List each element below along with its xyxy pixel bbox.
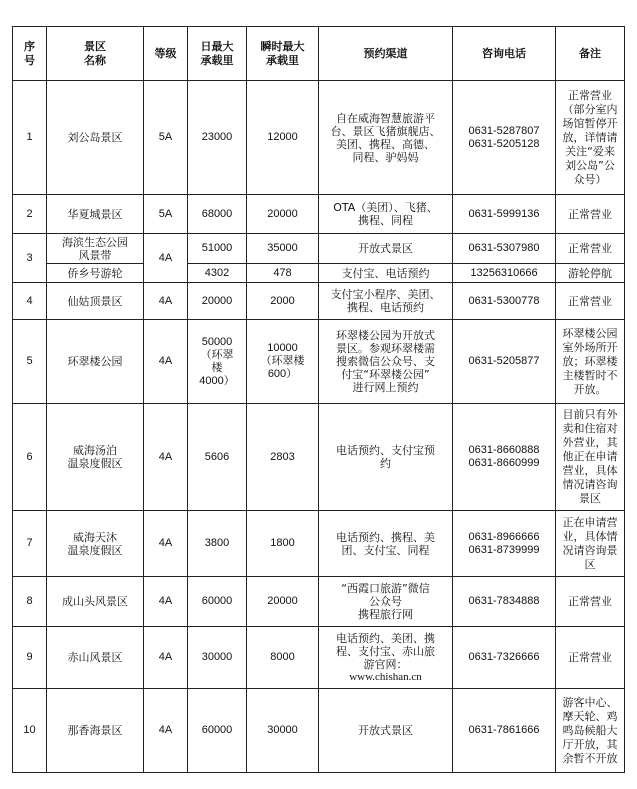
- cell-grade: 5A: [144, 81, 188, 195]
- booking-url[interactable]: www.chishan.cn: [349, 670, 422, 683]
- table-row: [13, 511, 625, 577]
- header-seq: 序 号: [13, 27, 47, 81]
- header-phone: 咨询电话: [453, 27, 556, 81]
- cell-instant: 2000: [247, 283, 319, 320]
- cell-note: 正常营业: [556, 627, 625, 689]
- cell-seq: 4: [13, 283, 47, 320]
- cell-name: 威海汤泊 温泉度假区: [47, 404, 144, 511]
- cell-booking: 支付宝小程序、美团、 携程、电话预约: [319, 283, 453, 320]
- table-row: [13, 320, 625, 404]
- cell-seq: 5: [13, 320, 47, 404]
- cell-note: 正在申请营 业，具体情 况请咨询景 区: [556, 511, 625, 577]
- cell-grade: 4A: [144, 689, 188, 773]
- cell-phone: 0631-5287807 0631-5205128: [453, 81, 556, 195]
- cell-booking: 支付宝、电话预约: [319, 264, 453, 283]
- cell-note: 正常营业: [556, 234, 625, 264]
- cell-note: 正常营业: [556, 283, 625, 320]
- cell-seq: 7: [13, 511, 47, 577]
- cell-note: 环翠楼公园 室外场所开 放；环翠楼 主楼暂时不 开放。: [556, 320, 625, 404]
- cell-phone: 13256310666: [453, 264, 556, 283]
- cell-booking: 开放式景区: [319, 234, 453, 264]
- cell-booking: 电话预约、携程、美 团、支付宝、同程: [319, 511, 453, 577]
- cell-seq: 2: [13, 195, 47, 234]
- cell-booking: 自在威海智慧旅游平 台、景区飞猪旗舰店、 美团、携程、高德、 同程、驴妈妈: [319, 81, 453, 195]
- cell-daily: 23000: [188, 81, 247, 195]
- cell-name: 赤山风景区: [47, 627, 144, 689]
- cell-seq: 10: [13, 689, 47, 773]
- cell-instant: 1800: [247, 511, 319, 577]
- table-row: [13, 195, 625, 234]
- table-row: [13, 577, 625, 627]
- cell-note: 游客中心、 摩天轮、鸡 鸣岛候船大 厅开放，其 余暂不开放: [556, 689, 625, 773]
- cell-booking: 电话预约、支付宝预 约: [319, 404, 453, 511]
- cell-phone: 0631-8660888 0631-8660999: [453, 404, 556, 511]
- cell-name: 威海天沐 温泉度假区: [47, 511, 144, 577]
- cell-grade: 5A: [144, 195, 188, 234]
- cell-name: 仙姑顶景区: [47, 283, 144, 320]
- table-row: [13, 404, 625, 511]
- table-row: [13, 627, 625, 689]
- cell-name: 侨乡号游轮: [47, 264, 144, 283]
- cell-instant: 10000 （环翠楼 600）: [247, 320, 319, 404]
- table-row: [13, 283, 625, 320]
- cell-booking: “西霞口旅游”微信 公众号 携程旅行网: [319, 577, 453, 627]
- cell-grade: 4A: [144, 404, 188, 511]
- cell-grade: 4A: [144, 283, 188, 320]
- cell-name: 华夏城景区: [47, 195, 144, 234]
- cell-daily: 5606: [188, 404, 247, 511]
- cell-seq: 3: [13, 234, 47, 283]
- cell-instant: 478: [247, 264, 319, 283]
- header-instant-capacity: 瞬时最大 承载里: [247, 27, 319, 81]
- cell-note: 正常营业: [556, 577, 625, 627]
- cell-phone: 0631-5205877: [453, 320, 556, 404]
- cell-daily: 50000 （环翠 楼 4000）: [188, 320, 247, 404]
- cell-daily: 4302: [188, 264, 247, 283]
- header-note: 备注: [556, 27, 625, 81]
- cell-grade: 4A: [144, 234, 188, 283]
- cell-seq: 6: [13, 404, 47, 511]
- cell-daily: 68000: [188, 195, 247, 234]
- cell-name: 成山头风景区: [47, 577, 144, 627]
- header-daily-capacity: 日最大 承载里: [188, 27, 247, 81]
- scenic-area-table: [12, 26, 625, 773]
- table-row: [13, 689, 625, 773]
- table-row: [13, 81, 625, 195]
- cell-phone: 0631-7834888: [453, 577, 556, 627]
- cell-phone: 0631-8966666 0631-8739999: [453, 511, 556, 577]
- cell-instant: 30000: [247, 689, 319, 773]
- cell-grade: 4A: [144, 627, 188, 689]
- cell-name: 环翠楼公园: [47, 320, 144, 404]
- cell-seq: 1: [13, 81, 47, 195]
- cell-daily: 51000: [188, 234, 247, 264]
- cell-phone: 0631-5999136: [453, 195, 556, 234]
- cell-booking: OTA（美团）、飞猪、 携程、同程: [319, 195, 453, 234]
- cell-name: 海滨生态公园 风景带: [47, 234, 144, 264]
- cell-name: 刘公岛景区: [47, 81, 144, 195]
- cell-daily: 60000: [188, 689, 247, 773]
- table-row: [13, 264, 625, 283]
- cell-instant: 2803: [247, 404, 319, 511]
- cell-instant: 35000: [247, 234, 319, 264]
- cell-phone: 0631-5307980: [453, 234, 556, 264]
- cell-note: 正常营业: [556, 195, 625, 234]
- cell-instant: 8000: [247, 627, 319, 689]
- cell-daily: 3800: [188, 511, 247, 577]
- header-name: 景区 名称: [47, 27, 144, 81]
- cell-note: 正常营业 （部分室内 场馆暂停开 放，详情请 关注“爱来 刘公岛”公 众号）: [556, 81, 625, 195]
- table-row: [13, 234, 625, 264]
- cell-name: 那香海景区: [47, 689, 144, 773]
- cell-booking: 环翠楼公园为开放式 景区。参观环翠楼需 搜索微信公众号、支 付宝“环翠楼公园” 进行网上预约: [319, 320, 453, 404]
- cell-seq: 8: [13, 577, 47, 627]
- cell-instant: 20000: [247, 577, 319, 627]
- header-row: [13, 27, 625, 81]
- cell-phone: 0631-7326666: [453, 627, 556, 689]
- header-booking-channel: 预约渠道: [319, 27, 453, 81]
- cell-seq: 9: [13, 627, 47, 689]
- cell-daily: 20000: [188, 283, 247, 320]
- cell-phone: 0631-5300778: [453, 283, 556, 320]
- cell-daily: 60000: [188, 577, 247, 627]
- cell-booking: 电话预约、美团、携 程、支付宝、赤山旅 游官网： www.chishan.cn: [319, 627, 453, 689]
- cell-grade: 4A: [144, 511, 188, 577]
- cell-note: 游轮停航: [556, 264, 625, 283]
- cell-booking: 开放式景区: [319, 689, 453, 773]
- cell-daily: 30000: [188, 627, 247, 689]
- cell-note: 目前只有外 卖和住宿对 外营业，其 他正在申请 营业，具体 情况请咨询 景区: [556, 404, 625, 511]
- cell-grade: 4A: [144, 577, 188, 627]
- cell-phone: 0631-7861666: [453, 689, 556, 773]
- cell-instant: 12000: [247, 81, 319, 195]
- cell-instant: 20000: [247, 195, 319, 234]
- header-grade: 等级: [144, 27, 188, 81]
- cell-grade: 4A: [144, 320, 188, 404]
